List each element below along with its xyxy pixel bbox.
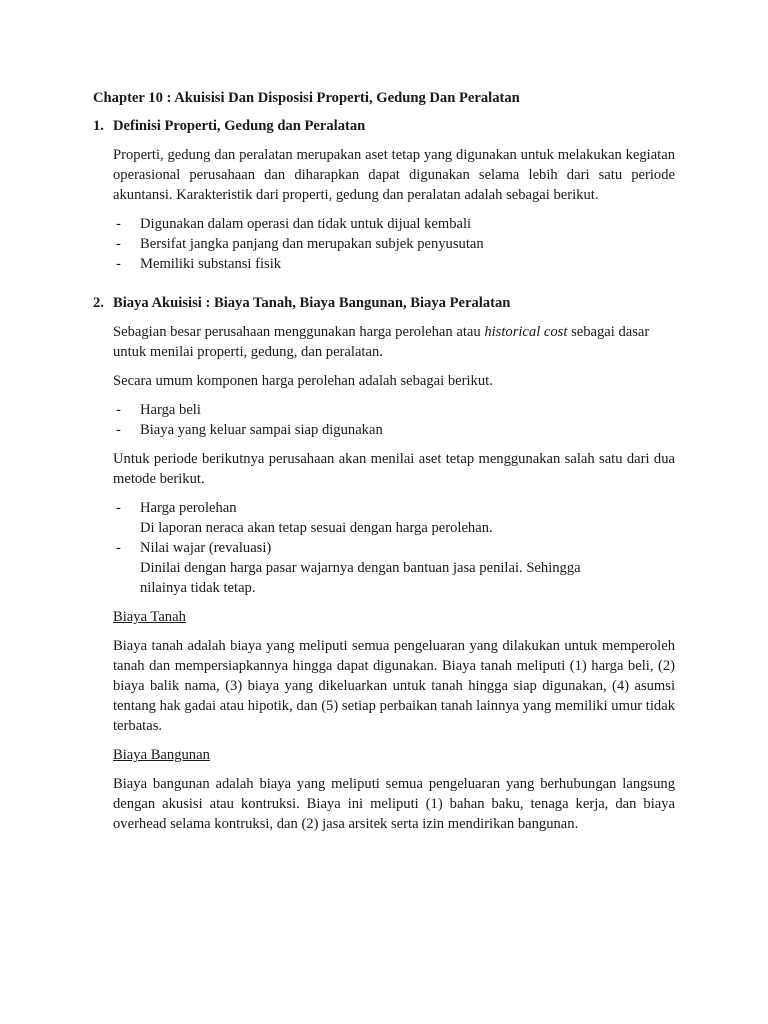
section-2-body bbox=[93, 322, 675, 834]
method-description: Dinilai dengan harga pasar wajarnya dengan bantuan jasa penilai. Sehingga nilainya tidak tetap. bbox=[140, 560, 581, 596]
list-item: - Memiliki substansi fisik bbox=[113, 254, 675, 274]
section-1-title: Definisi Properti, Gedung dan Peralatan bbox=[113, 118, 366, 134]
section-2-heading bbox=[93, 293, 675, 313]
section-1-body bbox=[93, 145, 675, 274]
chapter-title: Chapter 10 : Akuisisi Dan Disposisi Properti, Gedung Dan Peralatan bbox=[93, 90, 520, 106]
section-1-paragraph: Properti, gedung dan peralatan merupakan aset tetap yang digunakan untuk melakukan kegiatan operasional perusahaan dan diharapkan dapat digunakan selama lebih dari satu periode akuntansi. Karakteristik dari properti, gedung dan peralatan adalah sebagai berikut. bbox=[113, 147, 675, 203]
para-text-after: sebagai dasar untuk menilai properti, gedung, dan peralatan. bbox=[113, 324, 650, 360]
components-intro: Secara umum komponen harga perolehan adalah sebagai berikut. bbox=[113, 373, 493, 389]
historical-cost-term: historical cost bbox=[484, 324, 568, 340]
biaya-tanah-paragraph: Biaya tanah adalah biaya yang meliputi semua pengeluaran yang dilakukan untuk memperoleh tanah dan mempersiapkannya hingga dapat digunakan. Biaya tanah meliputi (1) harga beli, (2) biaya balik nama, (3) biaya yang dikeluarkan untuk tanah hingga siap digunakan, (4) asumsi tentang hak gadai atau hipotik, dan (5) setiap perbaikan tanah lainnya yang memiliki umur tidak terbatas. bbox=[113, 638, 675, 734]
list-item: - Digunakan dalam operasi dan tidak untuk dijual kembali bbox=[113, 214, 675, 234]
biaya-tanah-heading: Biaya Tanah bbox=[113, 609, 186, 625]
methods-list bbox=[113, 498, 675, 598]
biaya-bangunan-heading: Biaya Bangunan bbox=[113, 747, 210, 763]
method-title: - Harga perolehan bbox=[140, 500, 237, 516]
para-text-before: Sebagian besar perusahaan menggunakan harga perolehan atau bbox=[113, 324, 485, 340]
list-item bbox=[113, 498, 675, 538]
document-content bbox=[93, 88, 675, 834]
list-item: - Harga beli bbox=[113, 400, 675, 420]
section-2-number: 2. bbox=[93, 295, 104, 311]
method-description: Di laporan neraca akan tetap sesuai dengan harga perolehan. bbox=[140, 520, 493, 536]
list-item: - Biaya yang keluar sampai siap digunakan bbox=[113, 420, 675, 440]
method-title: - Nilai wajar (revaluasi) bbox=[140, 540, 272, 556]
section-1-heading bbox=[93, 116, 675, 136]
section-1-number: 1. bbox=[93, 118, 104, 134]
historical-cost-paragraph bbox=[113, 322, 675, 362]
section-2-title: Biaya Akuisisi : Biaya Tanah, Biaya Bangunan, Biaya Peralatan bbox=[113, 295, 511, 311]
biaya-bangunan-paragraph: Biaya bangunan adalah biaya yang meliputi semua pengeluaran yang berhubungan langsung dengan akusisi atau kontruksi. Biaya ini meliputi (1) bahan baku, tenaga kerja, dan biaya overhead selama kontruksi, dan (2) jasa arsitek serta izin mendirikan bangunan. bbox=[113, 776, 675, 832]
list-item bbox=[113, 538, 675, 598]
components-list bbox=[113, 400, 675, 440]
methods-intro: Untuk periode berikutnya perusahaan akan menilai aset tetap menggunakan salah satu dari dua metode berikut. bbox=[113, 451, 675, 487]
characteristics-list bbox=[113, 214, 675, 274]
list-item: - Bersifat jangka panjang dan merupakan subjek penyusutan bbox=[113, 234, 675, 254]
